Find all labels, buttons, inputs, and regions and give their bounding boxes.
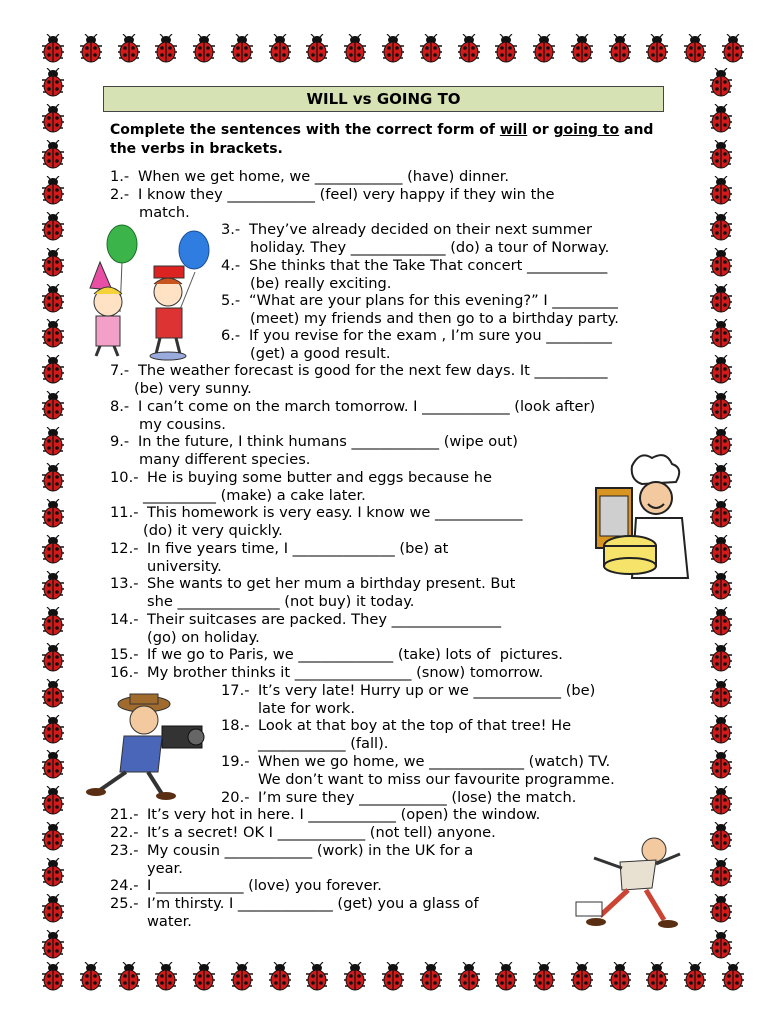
- ladybug-icon: [680, 34, 710, 64]
- ladybug-icon: [706, 319, 736, 349]
- ladybug-icon: [38, 355, 68, 385]
- exercise-text: I can’t come on the march tomorrow. I ____________ (look after): [138, 398, 596, 415]
- exercise-number: 25.-: [110, 895, 139, 912]
- ladybug-icon: [38, 68, 68, 98]
- exercise-text: I know they ____________ (feel) very happy if they win the: [138, 186, 555, 203]
- exercise-line: [110, 860, 473, 878]
- exercise-text: (go) on holiday.: [147, 628, 260, 646]
- ladybug-icon: [227, 34, 257, 64]
- exercise-line: [221, 682, 595, 700]
- ladybug-icon: [706, 535, 736, 565]
- ladybug-icon: [706, 176, 736, 206]
- exercise-line: [221, 771, 615, 789]
- exercise-19: [221, 753, 615, 788]
- ladybug-icon: [38, 715, 68, 745]
- exercise-2: [110, 186, 555, 221]
- ladybug-icon: [706, 140, 736, 170]
- exercise-line: [221, 275, 607, 293]
- ladybug-icon: [718, 34, 748, 64]
- ladybug-icon: [529, 34, 559, 64]
- exercise-line: [221, 310, 619, 328]
- ladybug-icon: [567, 34, 597, 64]
- ladybug-icon: [706, 284, 736, 314]
- exercise-text: I’m sure they ____________ (lose) the match.: [258, 789, 577, 806]
- exercise-text: It’s very hot in here. I ____________ (open) the window.: [147, 806, 541, 823]
- exercise-line: [221, 239, 609, 257]
- exercise-line: [221, 327, 612, 345]
- exercise-number: 11.-: [110, 504, 139, 521]
- ladybug-icon: [302, 34, 332, 64]
- exercise-line: [110, 504, 523, 522]
- exercise-number: 21.-: [110, 806, 139, 823]
- instructions-text-end: and the verbs in brackets.: [110, 122, 654, 157]
- exercise-line: [110, 895, 479, 913]
- keyword-going-to: going to: [553, 122, 620, 138]
- exercise-text: When we go home, we _____________ (watch) TV.: [258, 753, 611, 770]
- exercise-text: She wants to get her mum a birthday present. But: [147, 575, 516, 592]
- ladybug-icon: [151, 962, 181, 992]
- ladybug-icon: [378, 34, 408, 64]
- ladybug-icon: [227, 962, 257, 992]
- exercise-line: [221, 717, 571, 735]
- exercise-line: [221, 700, 595, 718]
- exercise-24: [110, 877, 382, 895]
- ladybug-icon: [605, 34, 635, 64]
- exercise-number: 14.-: [110, 611, 139, 628]
- worksheet-title: WILL vs GOING TO: [103, 86, 664, 112]
- exercise-7: [110, 362, 608, 397]
- exercise-11: [110, 504, 523, 539]
- ladybug-icon: [76, 962, 106, 992]
- exercise-text: She thinks that the Take That concert ___________: [249, 257, 608, 274]
- exercise-line: [110, 629, 501, 647]
- ladybug-icon: [706, 822, 736, 852]
- exercise-number: 19.-: [221, 753, 250, 770]
- ladybug-icon: [706, 930, 736, 960]
- exercise-text: This homework is very easy. I know we ____________: [147, 504, 523, 521]
- chef-with-cake-image: [592, 448, 692, 588]
- ladybug-icon: [38, 463, 68, 493]
- exercise-line: [110, 646, 563, 664]
- ladybug-icon: [706, 894, 736, 924]
- ladybug-icon: [151, 34, 181, 64]
- exercise-text: My cousin ____________ (work) in the UK for a: [147, 842, 474, 859]
- ladybug-icon: [680, 962, 710, 992]
- exercise-text: It’s very late! Hurry up or we ____________ (be): [258, 682, 596, 699]
- exercise-number: 24.-: [110, 877, 139, 894]
- exercise-8: [110, 398, 595, 433]
- exercise-line: [110, 204, 555, 222]
- exercise-text: Their suitcases are packed. They _______________: [147, 611, 502, 628]
- exercise-6: [221, 327, 612, 362]
- exercise-line: [110, 842, 473, 860]
- exercise-16: [110, 664, 543, 682]
- exercise-text: If we go to Paris, we _____________ (take) lots of pictures.: [147, 646, 563, 663]
- ladybug-icon: [340, 962, 370, 992]
- exercise-number: 22.-: [110, 824, 139, 841]
- exercise-line: [110, 664, 543, 682]
- ladybug-icon: [38, 140, 68, 170]
- ladybug-icon: [706, 355, 736, 385]
- exercise-line: [110, 416, 595, 434]
- ladybug-icon: [706, 607, 736, 637]
- exercise-text: __________ (make) a cake later.: [143, 486, 366, 504]
- ladybug-icon: [265, 34, 295, 64]
- exercise-line: [110, 168, 509, 186]
- exercise-text: (be) very sunny.: [134, 379, 252, 397]
- ladybug-icon: [706, 786, 736, 816]
- exercise-text: late for work.: [258, 699, 355, 717]
- exercise-line: [110, 558, 448, 576]
- exercise-number: 2.-: [110, 186, 130, 203]
- ladybug-icon: [706, 248, 736, 278]
- exercise-number: 7.-: [110, 362, 130, 379]
- ladybug-icon: [38, 930, 68, 960]
- ladybug-icon: [38, 607, 68, 637]
- exercise-9: [110, 433, 518, 468]
- ladybug-icon: [416, 962, 446, 992]
- exercise-text: year.: [147, 859, 183, 877]
- ladybug-icon: [189, 34, 219, 64]
- exercise-number: 5.-: [221, 292, 241, 309]
- ladybug-icon: [114, 34, 144, 64]
- ladybug-icon: [38, 679, 68, 709]
- exercise-line: [110, 398, 595, 416]
- exercise-line: [110, 877, 382, 895]
- exercise-text: (do) it very quickly.: [143, 521, 283, 539]
- ladybug-icon: [642, 34, 672, 64]
- exercise-text: If you revise for the exam , I’m sure you _________: [249, 327, 612, 344]
- exercise-text: I ____________ (love) you forever.: [147, 877, 382, 894]
- exercise-line: [110, 362, 608, 380]
- exercise-text: He is buying some butter and eggs because he: [147, 469, 492, 486]
- exercise-3: [221, 221, 609, 256]
- ladybug-icon: [706, 679, 736, 709]
- exercise-line: [110, 575, 515, 593]
- exercise-4: [221, 257, 607, 292]
- exercise-number: 8.-: [110, 398, 130, 415]
- ladybug-icon: [491, 34, 521, 64]
- exercise-text: It’s a secret! OK I ____________ (not tell) anyone.: [147, 824, 496, 841]
- ladybug-icon: [38, 962, 68, 992]
- exercise-line: [110, 451, 518, 469]
- exercise-line: [110, 433, 518, 451]
- exercise-text: In the future, I think humans ____________ (wipe out): [138, 433, 518, 450]
- exercise-number: 15.-: [110, 646, 139, 663]
- exercise-text: she ______________ (not buy) it today.: [147, 592, 415, 610]
- ladybug-icon: [38, 248, 68, 278]
- ladybug-icon: [706, 68, 736, 98]
- exercise-line: [221, 221, 609, 239]
- ladybug-icon: [706, 715, 736, 745]
- exercise-text: They’ve already decided on their next summer: [249, 221, 592, 238]
- ladybug-icon: [38, 643, 68, 673]
- exercise-text: (get) a good result.: [250, 344, 391, 362]
- ladybug-icon: [706, 571, 736, 601]
- ladybug-icon: [38, 786, 68, 816]
- exercise-1: [110, 168, 509, 186]
- exercise-text: many different species.: [139, 450, 311, 468]
- exercise-20: [221, 789, 576, 807]
- exercise-text: university.: [147, 557, 222, 575]
- ladybug-icon: [265, 962, 295, 992]
- exercise-22: [110, 824, 496, 842]
- exercise-text: “What are your plans for this evening?” I _________: [249, 292, 618, 309]
- exercise-number: 17.-: [221, 682, 250, 699]
- exercise-line: [221, 735, 571, 753]
- ladybug-icon: [38, 212, 68, 242]
- exercise-text: My brother thinks it ________________ (snow) tomorrow.: [147, 664, 544, 681]
- exercise-number: 3.-: [221, 221, 241, 238]
- ladybug-icon: [38, 535, 68, 565]
- ladybug-icon: [706, 104, 736, 134]
- exercise-12: [110, 540, 448, 575]
- ladybug-icon: [567, 962, 597, 992]
- ladybug-icon: [302, 962, 332, 992]
- ladybug-icon: [38, 894, 68, 924]
- exercise-number: 20.-: [221, 789, 250, 806]
- instructions-text: Complete the sentences with the correct form of: [110, 122, 500, 138]
- exercise-13: [110, 575, 515, 610]
- exercise-number: 1.-: [110, 168, 130, 185]
- exercise-text: water.: [147, 912, 192, 930]
- ladybug-icon: [114, 962, 144, 992]
- ladybug-icon: [38, 319, 68, 349]
- exercise-text: In five years time, I ______________ (be) at: [147, 540, 449, 557]
- ladybug-icon: [38, 571, 68, 601]
- ladybug-icon: [706, 750, 736, 780]
- ladybug-icon: [706, 499, 736, 529]
- exercise-text: The weather forecast is good for the next few days. It __________: [138, 362, 608, 379]
- ladybug-icon: [706, 858, 736, 888]
- exercise-line: [110, 593, 515, 611]
- exercise-line: [110, 380, 608, 398]
- exercise-line: [221, 345, 612, 363]
- exercise-18: [221, 717, 571, 752]
- ladybug-icon: [38, 34, 68, 64]
- ladybug-icon: [642, 962, 672, 992]
- exercise-17: [221, 682, 595, 717]
- ladybug-icon: [706, 427, 736, 457]
- exercise-text: Look at that boy at the top of that tree! He: [258, 717, 572, 734]
- ladybug-icon: [38, 750, 68, 780]
- exercise-text: ____________ (fall).: [258, 734, 389, 752]
- exercise-line: [110, 806, 540, 824]
- ladybug-icon: [454, 962, 484, 992]
- exercise-number: 6.-: [221, 327, 241, 344]
- exercise-line: [110, 913, 479, 931]
- exercise-text: When we get home, we ____________ (have) dinner.: [138, 168, 510, 185]
- ladybug-icon: [38, 391, 68, 421]
- exercise-text: I’m thirsty. I _____________ (get) you a glass of: [147, 895, 479, 912]
- exercise-number: 12.-: [110, 540, 139, 557]
- exercise-text: match.: [139, 203, 190, 221]
- exercise-number: 13.-: [110, 575, 139, 592]
- exercise-number: 23.-: [110, 842, 139, 859]
- exercise-text: We don’t want to miss our favourite programme.: [258, 770, 615, 788]
- exercise-14: [110, 611, 501, 646]
- exercise-25: [110, 895, 479, 930]
- exercise-line: [221, 292, 619, 310]
- ladybug-icon: [38, 427, 68, 457]
- ladybug-icon: [718, 962, 748, 992]
- ladybug-icon: [38, 284, 68, 314]
- exercise-line: [110, 522, 523, 540]
- exercise-15: [110, 646, 563, 664]
- exercise-line: [110, 824, 496, 842]
- ladybug-icon: [38, 858, 68, 888]
- exercise-line: [110, 611, 501, 629]
- exercise-line: [110, 469, 492, 487]
- exercise-line: [221, 753, 615, 771]
- exercise-line: [110, 540, 448, 558]
- ladybug-icon: [454, 34, 484, 64]
- ladybug-icon: [38, 176, 68, 206]
- exercise-line: [221, 257, 607, 275]
- ladybug-icon: [38, 104, 68, 134]
- children-with-balloons-image: [82, 222, 212, 362]
- exercise-text: holiday. They _____________ (do) a tour of Norway.: [250, 238, 610, 256]
- exercise-number: 4.-: [221, 257, 241, 274]
- exercise-21: [110, 806, 540, 824]
- exercise-number: 18.-: [221, 717, 250, 734]
- instructions: [110, 121, 670, 159]
- exercise-number: 9.-: [110, 433, 130, 450]
- ladybug-icon: [706, 463, 736, 493]
- exercise-line: [221, 789, 576, 807]
- ladybug-icon: [529, 962, 559, 992]
- running-man-image: [560, 832, 690, 932]
- ladybug-icon: [38, 499, 68, 529]
- ladybug-icon: [416, 34, 446, 64]
- exercise-line: [110, 186, 555, 204]
- ladybug-icon: [76, 34, 106, 64]
- keyword-will: will: [499, 122, 528, 138]
- ladybug-icon: [189, 962, 219, 992]
- ladybug-icon: [38, 822, 68, 852]
- exercise-line: [110, 487, 492, 505]
- ladybug-icon: [706, 643, 736, 673]
- exercise-number: 16.-: [110, 664, 139, 681]
- instructions-or: or: [527, 122, 554, 138]
- ladybug-icon: [340, 34, 370, 64]
- ladybug-icon: [706, 212, 736, 242]
- exercise-23: [110, 842, 473, 877]
- exercise-number: 10.-: [110, 469, 139, 486]
- ladybug-icon: [378, 962, 408, 992]
- ladybug-icon: [706, 391, 736, 421]
- exercise-text: my cousins.: [139, 415, 226, 433]
- ladybug-icon: [491, 962, 521, 992]
- ladybug-icon: [605, 962, 635, 992]
- exercise-text: (be) really exciting.: [250, 274, 392, 292]
- tourist-with-camera-image: [78, 690, 208, 800]
- exercise-10: [110, 469, 492, 504]
- exercise-text: (meet) my friends and then go to a birthday party.: [250, 309, 619, 327]
- exercise-5: [221, 292, 619, 327]
